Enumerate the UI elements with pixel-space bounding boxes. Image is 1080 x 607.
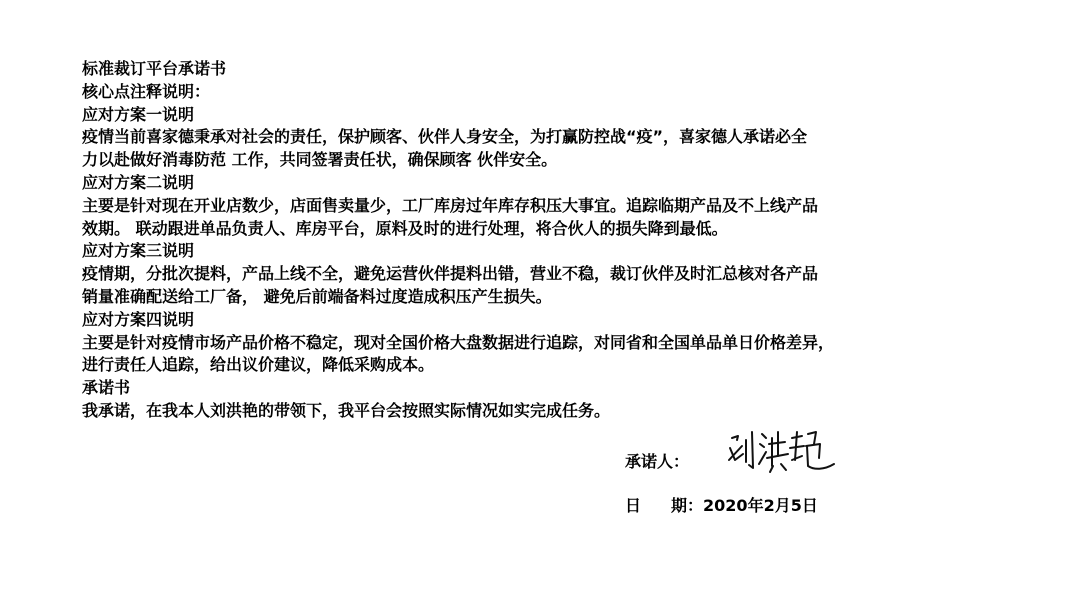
notes-heading: 核心点注释说明： [82, 81, 211, 101]
section-3-heading: 应对方案三说明 [82, 241, 195, 261]
pledge-heading: 承诺书 [82, 378, 131, 398]
section-1-line-2: 力以赴做好消毒防范 工作，共同签署责任状，确保顾客 伙伴安全。 [82, 150, 558, 170]
section-3-line-1: 疫情期，分批次提料，产品上线不全，避免运营伙伴提料出错，营业不稳，裁订伙伴及时汇总核对各产品 [82, 264, 819, 284]
section-4-line-1: 主要是针对疫情市场产品价格不稳定，现对全国价格大盘数据进行追踪，对同省和全国单品单日价格差异， [82, 332, 835, 352]
document-title: 标准裁订平台承诺书 [82, 59, 227, 78]
section-2-line-2: 效期。 联动跟进单品负责人、库房平台，原料及时的进行处理，将合伙人的损失降到最低。 [82, 218, 728, 238]
section-1-heading: 应对方案一说明 [82, 104, 195, 124]
signer-row [625, 450, 689, 474]
pledge-document [82, 58, 982, 423]
handwritten-signature [722, 424, 838, 476]
date-label-part-2: 期： [671, 496, 704, 515]
date-label-part-1: 日 [625, 496, 642, 515]
section-1-line-1: 疫情当前喜家德秉承对社会的责任，保护顾客、伙伴人身安全，为打赢防控战“疫”，喜家德人承诺必全 [82, 127, 808, 147]
section-3-line-2: 销量准确配送给工厂备， 避免后前端备料过度造成积压产生损失。 [82, 286, 552, 306]
section-2-line-1: 主要是针对现在开业店数少，店面售卖量少，工厂库房过年库存积压大事宜。追踪临期产品及不上线产品 [82, 195, 819, 215]
pledge-text: 我承诺，在我本人刘洪艳的带领下，我平台会按照实际情况如实完成任务。 [82, 400, 611, 420]
signer-label: 承诺人： [625, 452, 690, 471]
section-4-line-2: 进行责任人追踪，给出议价建议，降低采购成本。 [82, 355, 435, 375]
section-2-heading: 应对方案二说明 [82, 172, 195, 192]
date-row [625, 494, 818, 518]
section-4-heading: 应对方案四说明 [82, 309, 195, 329]
date-value: 2020年2月5日 [703, 496, 818, 515]
